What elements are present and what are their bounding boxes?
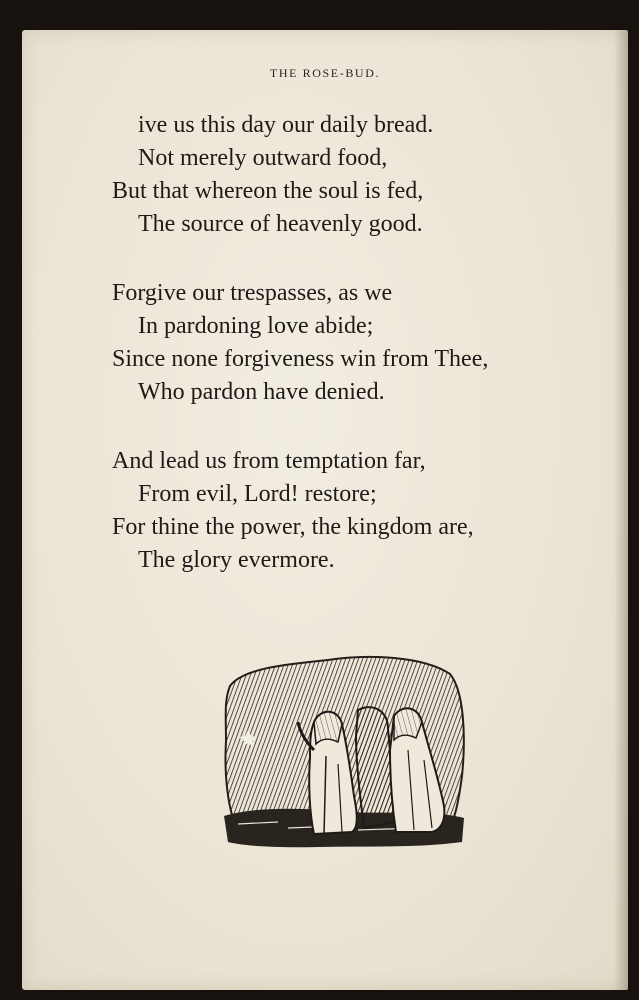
stanza-1 <box>112 109 488 241</box>
poem-line: Who pardon have denied. <box>138 379 385 405</box>
poem-line: Forgive our trespasses, as we <box>112 280 393 306</box>
poem-line: The source of heavenly good. <box>138 211 423 237</box>
poem-line: ive us this day our daily bread. <box>138 112 434 138</box>
poem <box>112 109 488 613</box>
poem-line: And lead us from temptation far, <box>112 448 426 474</box>
poem-line: Not merely outward food, <box>138 145 388 171</box>
poem-line: The glory evermore. <box>138 547 335 573</box>
page-gutter-shadow <box>614 30 628 990</box>
woodcut-vignette <box>218 646 468 850</box>
poem-line: For thine the power, the kingdom are, <box>112 514 474 540</box>
stanza-3 <box>112 445 488 577</box>
figure-middle <box>356 707 394 828</box>
poem-line: Since none forgiveness win from Thee, <box>112 346 489 372</box>
book-page <box>22 30 628 990</box>
poem-line: But that whereon the soul is fed, <box>112 178 424 204</box>
running-head: THE ROSE-BUD. <box>269 66 381 80</box>
stanza-2 <box>112 277 488 409</box>
poem-line: From evil, Lord! restore; <box>138 481 377 507</box>
poem-line: In pardoning love abide; <box>138 313 374 339</box>
